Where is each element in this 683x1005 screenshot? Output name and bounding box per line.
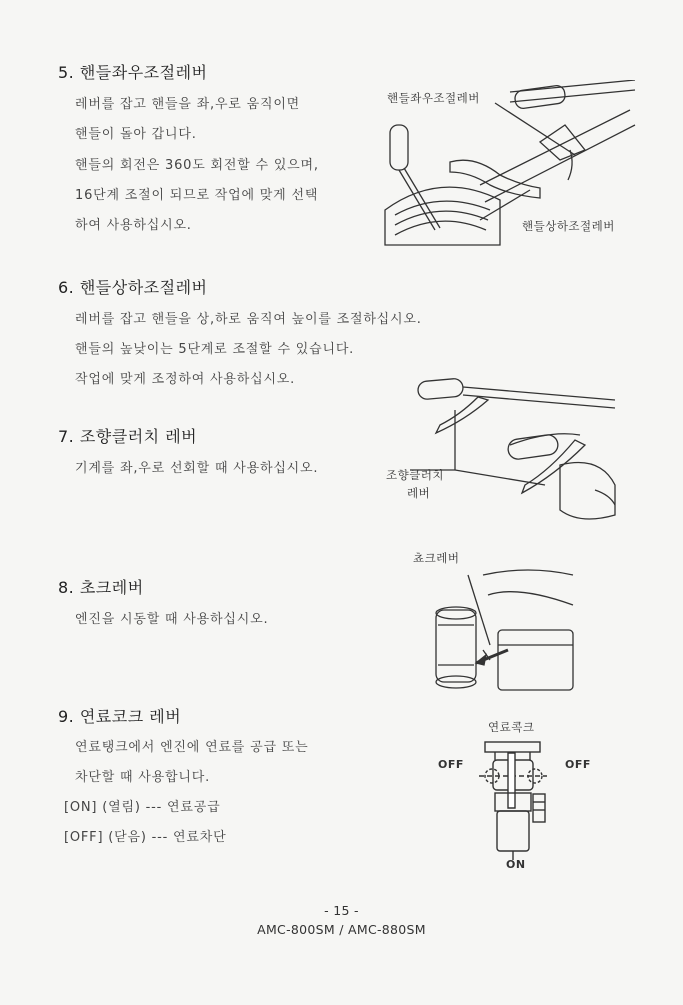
section-5-line-1: 레버를 잡고 핸들을 좌,우로 움직이면 xyxy=(75,97,301,112)
section-5-line-4: 16단계 조절이 되므로 작업에 맞게 선택 xyxy=(75,188,319,203)
section-6-heading: 6. 핸들상하조절레버 xyxy=(58,278,208,297)
model-number: AMC-800SM / AMC-880SM xyxy=(257,922,426,937)
section-6-line-2: 핸들의 높낮이는 5단계로 조절할 수 있습니다. xyxy=(75,342,355,357)
section-9-heading: 9. 연료코크 레버 xyxy=(58,707,182,726)
section-5-line-5: 하여 사용하십시오. xyxy=(75,218,192,233)
fuel-cock-illustration xyxy=(475,738,565,860)
section-6-line-1: 레버를 잡고 핸들을 상,하로 움직여 높이를 조절하십시오. xyxy=(75,312,422,327)
clutch-label-line1: 조향클러치 xyxy=(386,468,445,482)
section-9-line-4: [OFF] (닫음) --- 연료차단 xyxy=(64,830,227,845)
ud-lever-label: 핸들상하조절레버 xyxy=(522,219,615,233)
steering-clutch-illustration xyxy=(400,375,618,525)
choke-label: 쵸크레버 xyxy=(413,551,460,565)
clutch-label-line2: 레버 xyxy=(407,486,431,500)
fuel-cock-label: 연료콕크 xyxy=(488,720,535,734)
off-left-label: OFF xyxy=(438,758,464,771)
section-8-heading: 8. 초크레버 xyxy=(58,578,144,597)
section-9-line-3: [ON] (열림) --- 연료공급 xyxy=(64,800,221,815)
choke-lever-illustration xyxy=(428,565,578,710)
on-label: ON xyxy=(506,858,526,871)
section-9-line-2: 차단할 때 사용합니다. xyxy=(75,770,211,785)
page-number: - 15 - xyxy=(324,903,359,918)
off-right-label: OFF xyxy=(565,758,591,771)
section-5-line-2: 핸들이 돌아 갑니다. xyxy=(75,127,197,142)
section-7-line-1: 기계를 좌,우로 선회할 때 사용하십시오. xyxy=(75,461,319,476)
section-5-line-3: 핸들의 회전은 360도 회전할 수 있으며, xyxy=(75,158,319,173)
section-8-line-1: 엔진을 시동할 때 사용하십시오. xyxy=(75,612,269,627)
section-6-line-3: 작업에 맞게 조정하여 사용하십시오. xyxy=(75,372,296,387)
lr-lever-label: 핸들좌우조절레버 xyxy=(387,91,480,105)
handle-lever-illustration xyxy=(380,80,640,265)
section-9-line-1: 연료탱크에서 엔진에 연료를 공급 또는 xyxy=(75,740,309,755)
section-7-heading: 7. 조향클러치 레버 xyxy=(58,427,198,446)
section-5-heading: 5. 핸들좌우조절레버 xyxy=(58,63,208,82)
